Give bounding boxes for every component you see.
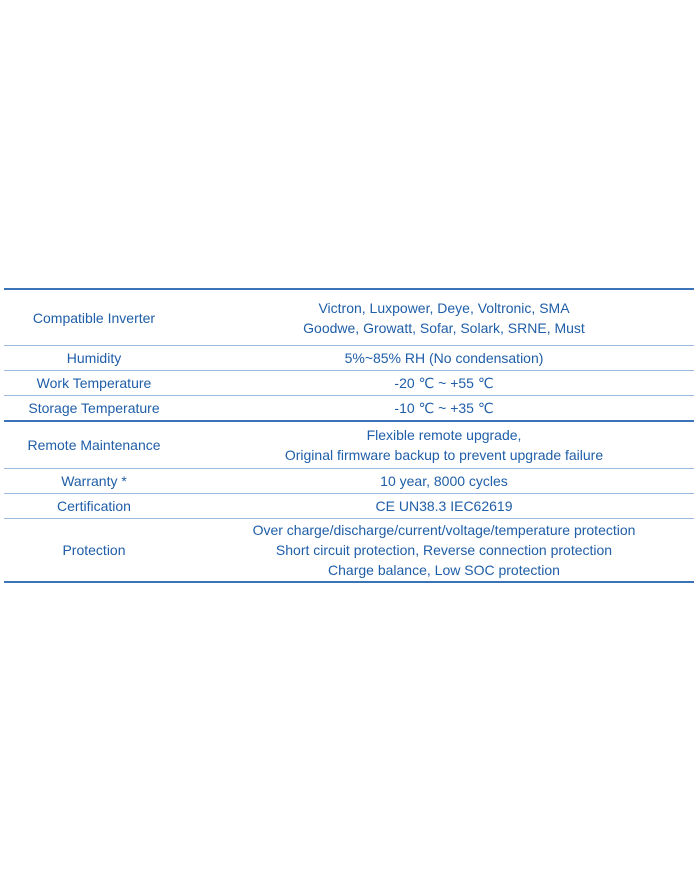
spec-value-line: Victron, Luxpower, Deye, Voltronic, SMA: [318, 299, 570, 316]
spec-label: Certification: [57, 498, 131, 514]
spec-label: Remote Maintenance: [27, 437, 161, 453]
spec-row-humidity: [4, 346, 694, 371]
spec-value-line: CE UN38.3 IEC62619: [375, 498, 513, 514]
spec-value-line: Over charge/discharge/current/voltage/temperature protection: [252, 522, 636, 538]
spec-row-work-temperature: [4, 371, 694, 396]
spec-label: Work Temperature: [36, 375, 152, 391]
spec-value: [184, 471, 694, 491]
spec-value-line: -10 ℃ ~ +35 ℃: [394, 400, 494, 416]
spec-row-warranty: [4, 469, 694, 494]
spec-value-line: Flexible remote upgrade,: [366, 427, 522, 443]
spec-value: [184, 348, 694, 368]
spec-value-line: Goodwe, Growatt, Sofar, Solark, SRNE, Must: [303, 319, 585, 336]
spec-value-line: -20 ℃ ~ +55 ℃: [394, 375, 494, 391]
spec-value: [184, 398, 694, 418]
spec-value: [184, 496, 694, 516]
spec-label: Compatible Inverter: [32, 309, 156, 326]
spec-row-storage-temperature: [4, 396, 694, 422]
spec-label: Protection: [62, 542, 126, 558]
spec-table: [4, 288, 694, 583]
spec-value: [184, 373, 694, 393]
spec-value: [184, 425, 694, 465]
spec-value: [184, 520, 694, 580]
spec-value-line: 10 year, 8000 cycles: [380, 473, 508, 489]
spec-row-remote-maintenance: [4, 422, 694, 469]
spec-value: [184, 298, 694, 338]
spec-value-line: 5%~85% RH (No condensation): [344, 350, 544, 366]
spec-value-line: Short circuit protection, Reverse connection protection: [275, 542, 613, 558]
spec-value-line: Charge balance, Low SOC protection: [328, 562, 560, 578]
spec-row-protection: [4, 519, 694, 581]
spec-row-compatible-inverter: [4, 290, 694, 346]
spec-label: Humidity: [66, 350, 122, 366]
spec-label: Storage Temperature: [28, 400, 160, 416]
spec-value-line: Original firmware backup to prevent upgrade failure: [284, 447, 604, 463]
spec-row-certification: [4, 494, 694, 519]
spec-label: Warranty *: [61, 473, 127, 489]
